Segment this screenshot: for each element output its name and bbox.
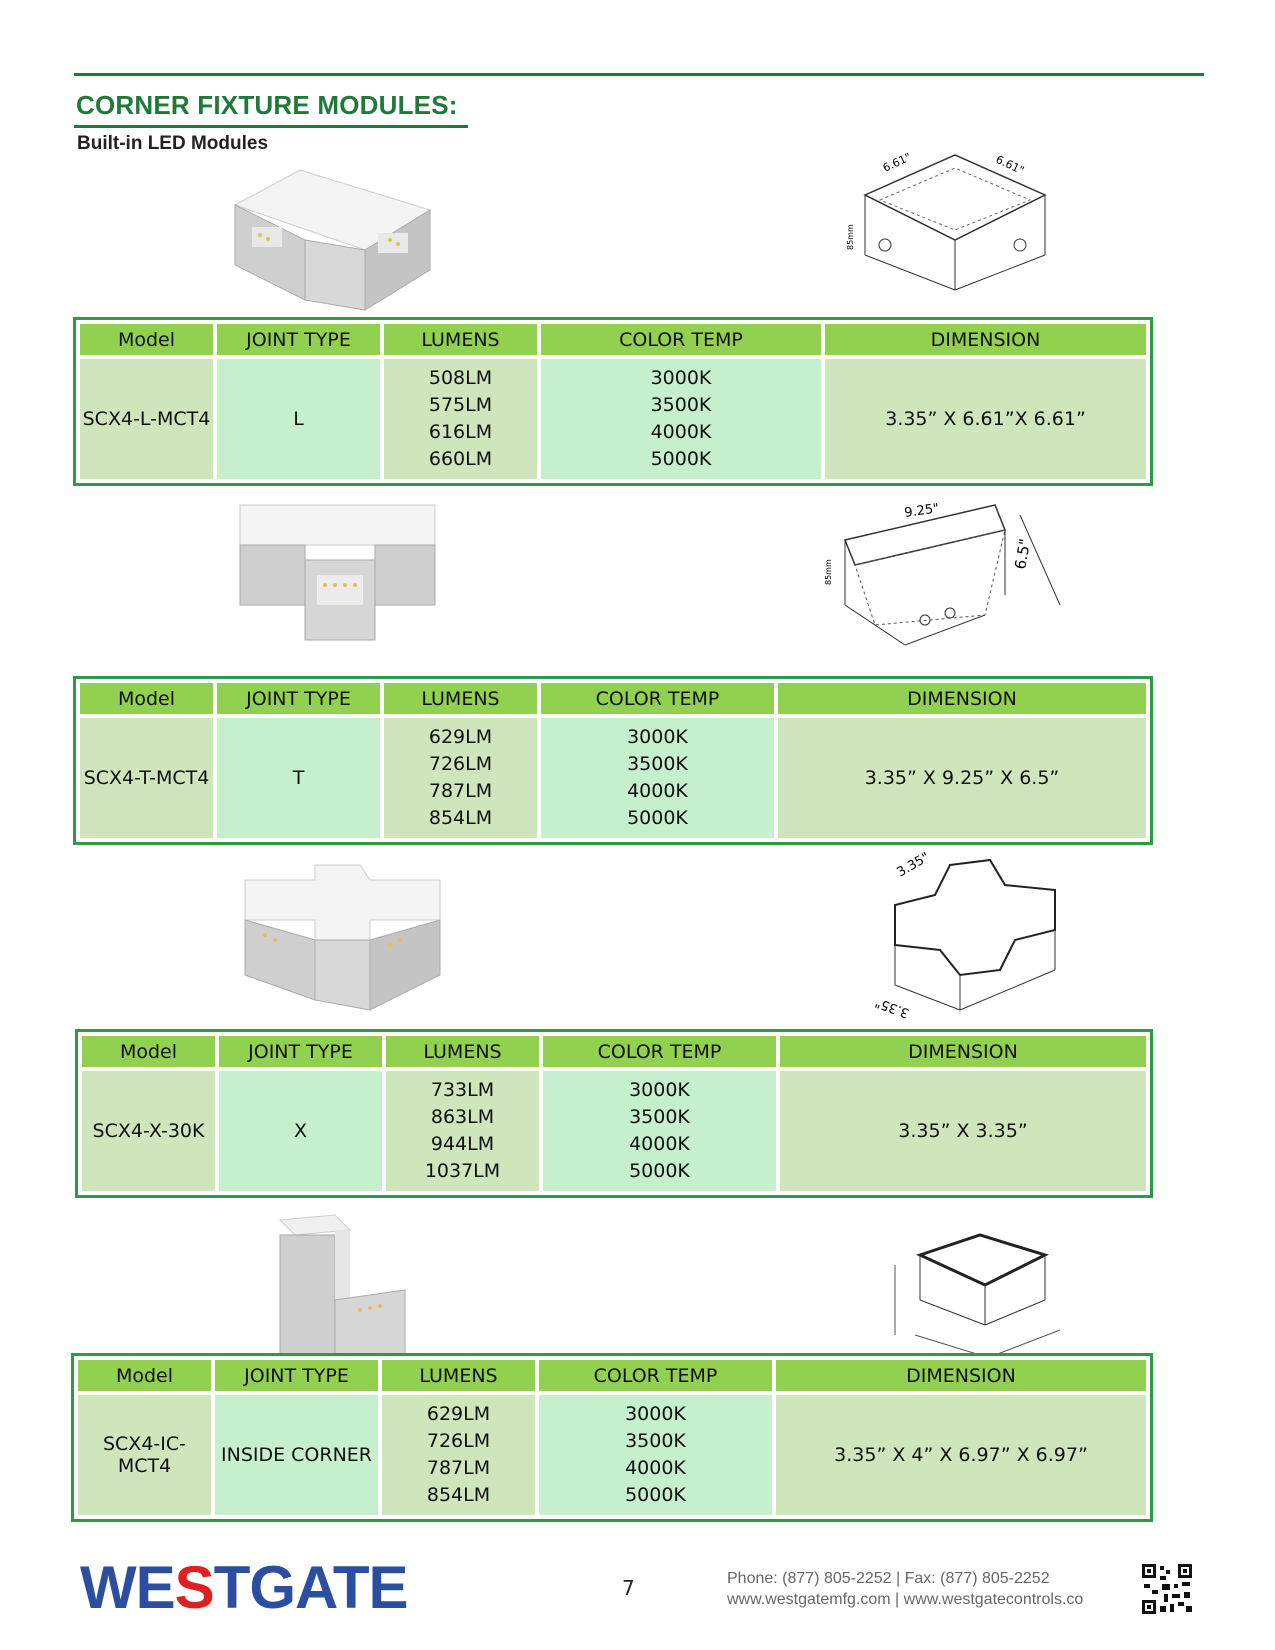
lumens-value: 944LM bbox=[430, 1133, 495, 1155]
dim-label: 6.5" bbox=[1011, 537, 1035, 571]
temp-value: 3000K bbox=[625, 1403, 686, 1425]
lumens-value: 787LM bbox=[428, 780, 493, 802]
col-model: Model bbox=[78, 1360, 211, 1391]
table-row bbox=[78, 1395, 1146, 1515]
lumens-value: 575LM bbox=[428, 394, 493, 416]
t-joint-photo bbox=[235, 500, 445, 645]
phone-fax-line: Phone: (877) 805-2252 | Fax: (877) 805-2252 bbox=[727, 1570, 1050, 1587]
col-joint-type: JOINT TYPE bbox=[217, 683, 380, 714]
col-model: Model bbox=[80, 683, 213, 714]
temp-value: 4000K bbox=[625, 1457, 686, 1479]
temp-value: 4000K bbox=[650, 421, 712, 443]
title-underline bbox=[74, 125, 468, 128]
dim-label: 6.61" bbox=[993, 152, 1027, 178]
temp-value: 5000K bbox=[627, 807, 688, 829]
lumens-value: 854LM bbox=[428, 807, 493, 829]
page-subtitle: Built-in LED Modules bbox=[77, 133, 269, 154]
spec-table-inside-corner bbox=[71, 1353, 1153, 1522]
model-cell: SCX4-L-MCT4 bbox=[80, 359, 213, 479]
dim-label: 85mm bbox=[846, 224, 855, 250]
page-number: 7 bbox=[622, 1576, 635, 1600]
joint-cell: T bbox=[217, 718, 380, 838]
spec-table-t bbox=[73, 676, 1153, 845]
temp-cell bbox=[539, 1395, 772, 1515]
t-joint-dimension-drawing bbox=[815, 485, 1085, 655]
table-row bbox=[82, 1071, 1146, 1191]
web-links-line: www.westgatemfg.com | www.westgatecontrols.co bbox=[727, 1591, 1084, 1608]
lumens-cell bbox=[382, 1395, 535, 1515]
temp-cell bbox=[541, 718, 774, 838]
lumens-value: 629LM bbox=[426, 1403, 491, 1425]
col-lumens: LUMENS bbox=[386, 1036, 539, 1067]
lumens-cell bbox=[384, 359, 537, 479]
col-joint-type: JOINT TYPE bbox=[217, 324, 380, 355]
temp-value: 5000K bbox=[625, 1484, 686, 1506]
joint-cell: L bbox=[217, 359, 380, 479]
joint-cell: X bbox=[219, 1071, 382, 1191]
col-color-temp: COLOR TEMP bbox=[541, 324, 821, 355]
col-dimension: DIMENSION bbox=[778, 683, 1146, 714]
qr-code-icon bbox=[1140, 1562, 1194, 1616]
dim-label: 3.35" bbox=[873, 994, 912, 1021]
lumens-value: 616LM bbox=[428, 421, 493, 443]
col-model: Model bbox=[80, 324, 213, 355]
temp-value: 3500K bbox=[629, 1106, 690, 1128]
svg-text:WESTGATE: WESTGATE bbox=[80, 1554, 408, 1621]
temp-value: 3000K bbox=[627, 726, 688, 748]
table-header-row bbox=[80, 324, 1146, 355]
dim-label: 9.25" bbox=[903, 501, 941, 521]
lumens-value: 726LM bbox=[428, 753, 493, 775]
x-joint-dimension-drawing bbox=[873, 850, 1080, 1021]
lumens-value: 508LM bbox=[428, 367, 493, 389]
dimension-cell: 3.35” X 9.25” X 6.5” bbox=[778, 718, 1146, 838]
inside-corner-photo bbox=[275, 1210, 415, 1370]
temp-value: 5000K bbox=[629, 1160, 690, 1182]
table-header-row bbox=[78, 1360, 1146, 1391]
temp-cell bbox=[541, 359, 821, 479]
l-joint-photo bbox=[230, 165, 445, 315]
col-lumens: LUMENS bbox=[384, 324, 537, 355]
dimension-cell: 3.35” X 6.61”X 6.61” bbox=[825, 359, 1146, 479]
col-dimension: DIMENSION bbox=[776, 1360, 1146, 1391]
dimension-cell: 3.35” X 3.35” bbox=[780, 1071, 1146, 1191]
table-header-row bbox=[80, 683, 1146, 714]
col-lumens: LUMENS bbox=[384, 683, 537, 714]
dim-label: 6.61" bbox=[880, 150, 914, 175]
temp-value: 3500K bbox=[625, 1430, 686, 1452]
dim-label: 85mm bbox=[824, 559, 833, 585]
joint-cell: INSIDE CORNER bbox=[215, 1395, 378, 1515]
temp-value: 4000K bbox=[627, 780, 688, 802]
lumens-value: 733LM bbox=[430, 1079, 495, 1101]
dim-label: 3.35" bbox=[894, 850, 933, 881]
model-cell: SCX4-X-30K bbox=[82, 1071, 215, 1191]
lumens-cell bbox=[386, 1071, 539, 1191]
col-model: Model bbox=[82, 1036, 215, 1067]
lumens-value: 1037LM bbox=[424, 1160, 501, 1182]
dimension-cell: 3.35” X 4” X 6.97” X 6.97” bbox=[776, 1395, 1146, 1515]
x-joint-photo bbox=[240, 860, 450, 1020]
col-dimension: DIMENSION bbox=[825, 324, 1146, 355]
model-cell: SCX4-T-MCT4 bbox=[80, 718, 213, 838]
temp-value: 3500K bbox=[627, 753, 688, 775]
lumens-cell bbox=[384, 718, 537, 838]
col-joint-type: JOINT TYPE bbox=[219, 1036, 382, 1067]
lumens-value: 726LM bbox=[426, 1430, 491, 1452]
l-joint-dimension-drawing bbox=[845, 140, 1065, 300]
temp-cell bbox=[543, 1071, 776, 1191]
model-cell: SCX4-IC-MCT4 bbox=[78, 1395, 211, 1515]
spec-table-l bbox=[73, 317, 1153, 486]
lumens-value: 854LM bbox=[426, 1484, 491, 1506]
col-dimension: DIMENSION bbox=[780, 1036, 1146, 1067]
page-title: CORNER FIXTURE MODULES: bbox=[76, 90, 458, 120]
temp-value: 4000K bbox=[629, 1133, 690, 1155]
temp-value: 3000K bbox=[650, 367, 712, 389]
col-lumens: LUMENS bbox=[382, 1360, 535, 1391]
westgate-logo bbox=[80, 1554, 440, 1621]
table-row bbox=[80, 718, 1146, 838]
temp-value: 3000K bbox=[629, 1079, 690, 1101]
top-rule bbox=[74, 73, 1204, 76]
lumens-value: 863LM bbox=[430, 1106, 495, 1128]
table-row bbox=[80, 359, 1146, 479]
col-color-temp: COLOR TEMP bbox=[539, 1360, 772, 1391]
spec-table-x bbox=[75, 1029, 1153, 1198]
col-color-temp: COLOR TEMP bbox=[541, 683, 774, 714]
table-header-row bbox=[82, 1036, 1146, 1067]
lumens-value: 629LM bbox=[428, 726, 493, 748]
col-color-temp: COLOR TEMP bbox=[543, 1036, 776, 1067]
inside-corner-dimension-drawing bbox=[875, 1225, 1075, 1365]
temp-value: 3500K bbox=[650, 394, 712, 416]
lumens-value: 787LM bbox=[426, 1457, 491, 1479]
temp-value: 5000K bbox=[650, 448, 712, 470]
contact-info bbox=[727, 1568, 1083, 1610]
col-joint-type: JOINT TYPE bbox=[215, 1360, 378, 1391]
lumens-value: 660LM bbox=[428, 448, 493, 470]
